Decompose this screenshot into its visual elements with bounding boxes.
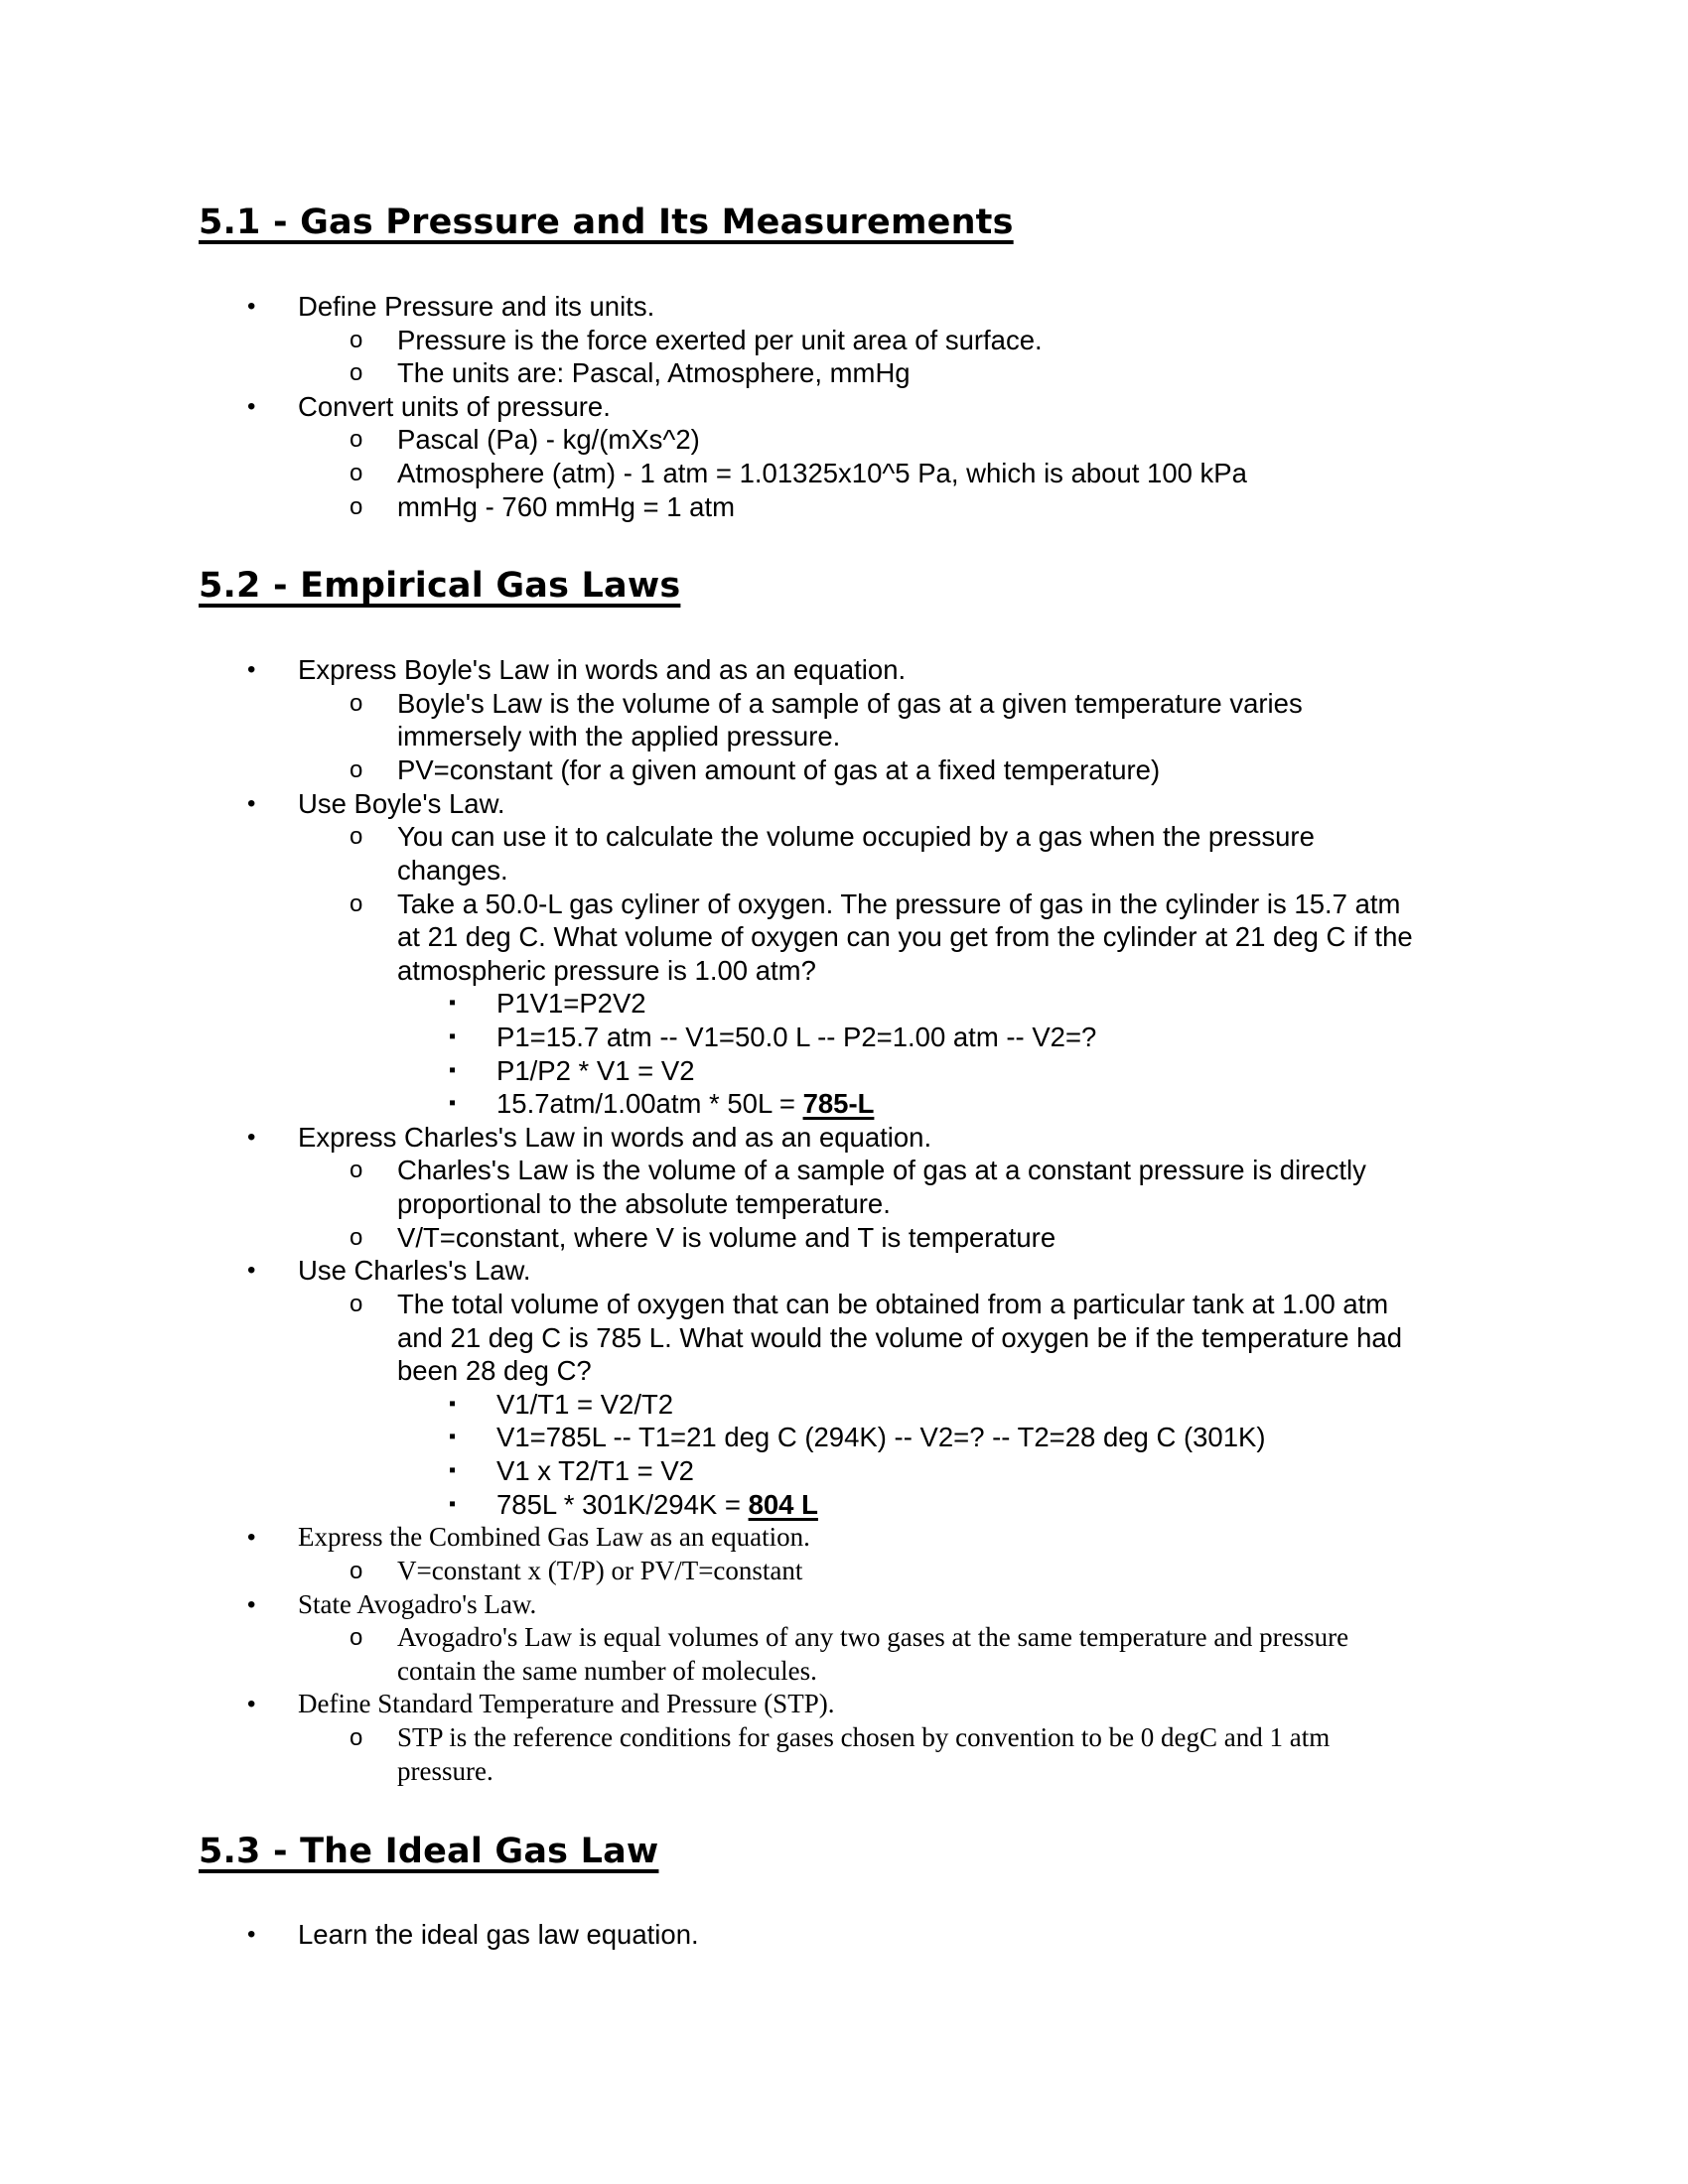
list-item-continuation: proportional to the absolute temperature. — [397, 1188, 891, 1219]
circle-bullet-icon: o — [350, 1291, 363, 1317]
list-item: Atmosphere (atm) - 1 atm = 1.01325x10^5 Pa, which is about 100 kPa — [397, 458, 1247, 488]
square-bullet-icon: ▪ — [449, 1459, 457, 1481]
section-heading-5-1: 5.1 - Gas Pressure and Its Measurements — [199, 203, 1014, 242]
list-item: The units are: Pascal, Atmosphere, mmHg — [397, 357, 911, 388]
list-item: Boyle's Law is the volume of a sample of gas at a given temperature varies — [397, 688, 1303, 719]
square-bullet-icon: ▪ — [449, 1059, 457, 1081]
list-item: V1=785L -- T1=21 deg C (294K) -- V2=? -- T2=28 deg C (301K) — [496, 1422, 1266, 1452]
bullet-icon: • — [247, 293, 256, 320]
list-item: V1 x T2/T1 = V2 — [496, 1455, 694, 1486]
square-bullet-icon: ▪ — [449, 1426, 457, 1447]
list-item-continuation: immersely with the applied pressure. — [397, 721, 841, 751]
list-item: Express the Combined Gas Law as an equation. — [298, 1522, 810, 1552]
list-item: Use Charles's Law. — [298, 1255, 531, 1286]
circle-bullet-icon: o — [350, 359, 363, 386]
circle-bullet-icon: o — [350, 690, 363, 717]
bullet-icon: • — [247, 1921, 256, 1948]
list-item: Charles's Law is the volume of a sample of gas at a constant pressure is directly — [397, 1155, 1366, 1185]
bullet-icon: • — [247, 1591, 256, 1618]
list-item: Pressure is the force exerted per unit area of surface. — [397, 325, 1043, 355]
list-item: Define Standard Temperature and Pressure (STP). — [298, 1689, 835, 1718]
bullet-icon: • — [247, 656, 256, 683]
square-bullet-icon: ▪ — [449, 1092, 457, 1114]
list-item: V=constant x (T/P) or PV/T=constant — [397, 1556, 803, 1585]
equation-text: 785L * 301K/294K = — [496, 1489, 749, 1520]
list-item: PV=constant (for a given amount of gas at a fixed temperature) — [397, 754, 1161, 785]
circle-bullet-icon: o — [350, 460, 363, 486]
circle-bullet-icon: o — [350, 756, 363, 783]
list-item: The total volume of oxygen that can be obtained from a particular tank at 1.00 atm — [397, 1289, 1389, 1319]
circle-bullet-icon: o — [350, 1724, 363, 1751]
list-item: P1V1=P2V2 — [496, 988, 646, 1019]
square-bullet-icon: ▪ — [449, 992, 457, 1014]
list-item: Take a 50.0-L gas cyliner of oxygen. The pressure of gas in the cylinder is 15.7 atm — [397, 888, 1401, 919]
list-item: Express Charles's Law in words and as an equation. — [298, 1122, 932, 1153]
list-item: Learn the ideal gas law equation. — [298, 1919, 699, 1950]
circle-bullet-icon: o — [350, 493, 363, 520]
list-item: You can use it to calculate the volume occupied by a gas when the pressure — [397, 821, 1315, 852]
list-item-continuation: and 21 deg C is 785 L. What would the volume of oxygen be if the temperature had — [397, 1322, 1403, 1353]
list-item — [496, 1087, 874, 1121]
square-bullet-icon: ▪ — [449, 1493, 457, 1515]
circle-bullet-icon: o — [350, 1157, 363, 1183]
section-heading-5-3: 5.3 - The Ideal Gas Law — [199, 1832, 659, 1871]
list-item: Convert units of pressure. — [298, 391, 611, 422]
list-item: P1/P2 * V1 = V2 — [496, 1055, 695, 1086]
answer-value: 804 L — [748, 1489, 818, 1520]
list-item: Avogadro's Law is equal volumes of any two gases at the same temperature and pressure — [397, 1622, 1349, 1652]
bullet-icon: • — [247, 790, 256, 817]
equation-text: 15.7atm/1.00atm * 50L = — [496, 1088, 803, 1119]
answer-value: 785-L — [802, 1088, 875, 1119]
circle-bullet-icon: o — [350, 1224, 363, 1251]
list-item-continuation: been 28 deg C? — [397, 1355, 592, 1386]
list-item — [496, 1488, 818, 1522]
list-item: State Avogadro's Law. — [298, 1589, 537, 1619]
bullet-icon: • — [247, 1524, 256, 1551]
bullet-icon: • — [247, 1257, 256, 1284]
bullet-icon: • — [247, 1691, 256, 1717]
circle-bullet-icon: o — [350, 327, 363, 353]
circle-bullet-icon: o — [350, 1624, 363, 1651]
circle-bullet-icon: o — [350, 890, 363, 917]
bullet-icon: • — [247, 1124, 256, 1151]
list-item: STP is the reference conditions for gases chosen by convention to be 0 degC and 1 atm — [397, 1722, 1331, 1752]
list-item-continuation: contain the same number of molecules. — [397, 1656, 817, 1686]
list-item: Define Pressure and its units. — [298, 291, 655, 322]
square-bullet-icon: ▪ — [449, 1025, 457, 1047]
list-item: V1/T1 = V2/T2 — [496, 1389, 674, 1420]
list-item: Express Boyle's Law in words and as an equation. — [298, 654, 907, 685]
section-heading-5-2: 5.2 - Empirical Gas Laws — [199, 566, 681, 606]
square-bullet-icon: ▪ — [449, 1393, 457, 1415]
bullet-icon: • — [247, 393, 256, 420]
list-item: Use Boyle's Law. — [298, 788, 505, 819]
list-item: Pascal (Pa) - kg/(mXs^2) — [397, 424, 700, 455]
list-item-continuation: atmospheric pressure is 1.00 atm? — [397, 955, 816, 986]
list-item-continuation: at 21 deg C. What volume of oxygen can you get from the cylinder at 21 deg C if the — [397, 921, 1413, 952]
circle-bullet-icon: o — [350, 426, 363, 453]
list-item: V/T=constant, where V is volume and T is temperature — [397, 1222, 1056, 1253]
list-item-continuation: pressure. — [397, 1756, 493, 1786]
circle-bullet-icon: o — [350, 1558, 363, 1584]
list-item: mmHg - 760 mmHg = 1 atm — [397, 491, 736, 522]
list-item: P1=15.7 atm -- V1=50.0 L -- P2=1.00 atm -- V2=? — [496, 1022, 1097, 1052]
list-item-continuation: changes. — [397, 855, 508, 886]
circle-bullet-icon: o — [350, 823, 363, 850]
